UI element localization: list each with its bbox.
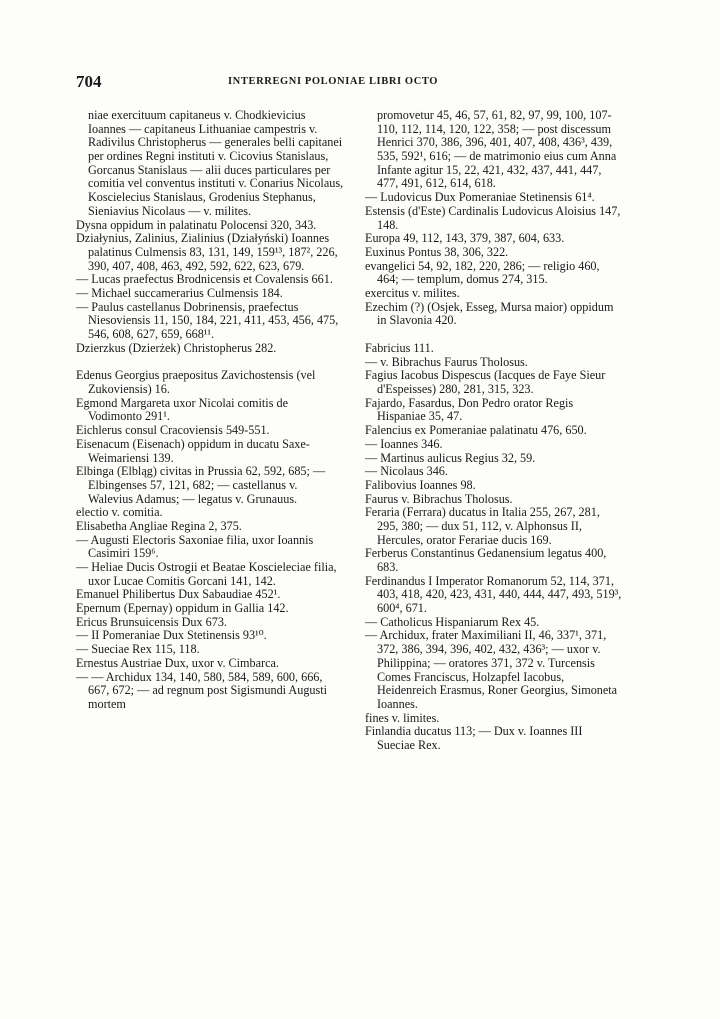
- index-entry: Dysna oppidum in palatinatu Polocensi 320, 343.: [76, 217, 317, 232]
- index-entry: — Catholicus Hispaniarum Rex 45.: [365, 614, 540, 629]
- index-entry: — Nicolaus 346.: [365, 464, 448, 479]
- section-gap: [76, 355, 344, 369]
- index-entry: — Lucas praefectus Brodnicensis et Covalensis 661.: [76, 272, 333, 287]
- index-entry: Europa 49, 112, 143, 379, 387, 604, 633.: [365, 231, 565, 246]
- index-entry: — — Archidux 134, 140, 580, 584, 589, 600, 666, 667, 672; — ad regnum post Sigismundi Augusti mortem: [76, 669, 328, 711]
- index-entry: Działynius, Zalinius, Zialinius (Działyński) Ioannes palatinus Culmensis 83, 131, 149, 159¹³, 187², 226, 390, 407, 408, 463, 492, 592, 622, 623, 679.: [76, 231, 338, 273]
- section-gap: [365, 328, 623, 342]
- index-entry: — Paulus castellanus Dobrinensis, praefectus Niesoviensis 11, 150, 184, 221, 411, 453, 456, 475, 546, 608, 627, 659, 668¹¹.: [76, 299, 339, 341]
- page-header: [0, 72, 720, 96]
- index-entry: Ericus Brunsuicensis Dux 673.: [76, 614, 227, 629]
- index-entry: — Heliae Ducis Ostrogii et Beatae Koscieleciae filia, uxor Lucae Comitis Gorcani 141, 142.: [76, 560, 337, 588]
- index-entry: — Martinus aulicus Regius 32, 59.: [365, 450, 536, 465]
- index-column-left: [76, 109, 344, 712]
- index-entry: — Ludovicus Dux Pomeraniae Stetinensis 61⁴.: [365, 190, 595, 205]
- index-entry: Eichlerus consul Cracoviensis 549-551.: [76, 423, 270, 438]
- index-entry: evangelici 54, 92, 182, 220, 286; — religio 460, 464; — templum, domus 274, 315.: [365, 258, 600, 287]
- running-title: INTERREGNI POLONIAE LIBRI OCTO: [228, 76, 439, 87]
- index-entry: Emanuel Philibertus Dux Sabaudiae 452¹.: [76, 587, 281, 602]
- index-entry: promovetur 45, 46, 57, 61, 82, 97, 99, 100, 107-110, 112, 114, 120, 122, 358; — post discessum Henrici 370, 386, 396, 401, 407, 408, 436³, 439, 535, 592¹, 616; — de matrimonio eius cum Anna Infante agitur 15, 22, 421, 432, 437, 441, 447, 477, 491, 612, 614, 618.: [377, 108, 617, 191]
- index-entry: Egmond Margareta uxor Nicolai comitis de Vodimonto 291¹.: [76, 395, 288, 424]
- index-entry: Fabricius 111.: [365, 341, 434, 355]
- index-entry: — Michael succamerarius Culmensis 184.: [76, 285, 283, 300]
- index-entry: — Augusti Electoris Saxoniae filia, uxor Ioannis Casimiri 159⁶.: [76, 532, 314, 561]
- index-entry: — Archidux, frater Maximiliani II, 46, 337¹, 371, 372, 386, 394, 396, 402, 432, 436³; — uxor v. Philippina; — oratores 371, 372 v. Turcensis Comes Franciscus, Holzapfel Iacobus, Heidenreich Erasmus, Roner Georgius, Simoneta Ioannes.: [365, 628, 618, 711]
- index-entry: Fajardo, Fasardus, Don Pedro orator Regis Hispaniae 35, 47.: [365, 395, 574, 424]
- index-column-right: [365, 109, 623, 753]
- index-entry: Dzierzkus (Dzierżek) Christopherus 282.: [76, 340, 277, 355]
- index-entry: — Ioannes 346.: [365, 436, 443, 451]
- index-entry: Euxinus Pontus 38, 306, 322.: [365, 244, 509, 259]
- index-entry: Estensis (d'Este) Cardinalis Ludovicus Aloisius 147, 148.: [365, 203, 621, 232]
- index-entry: electio v. comitia.: [76, 505, 163, 520]
- index-entry: niae exercituum capitaneus v. Chodkievicius Ioannes — capitaneus Lithuaniae campestris v. Radivilus Christopherus — generales belli capitanei per ordines Regni instituti v. Cicovius Stanislaus, Gorcanus Stanislaus — alii duces particulares per comitia vel conventus instituti v. Conarius Nicolaus, Koscielecius Stanislaus, Grodenius Stephanus, Sieniavius Nicolaus — v. milites.: [88, 108, 344, 218]
- index-entry: Ernestus Austriae Dux, uxor v. Cimbarca.: [76, 655, 279, 670]
- index-entry: Elisabetha Angliae Regina 2, 375.: [76, 518, 242, 533]
- index-entry: Feraria (Ferrara) ducatus in Italia 255, 267, 281, 295, 380; — dux 51, 112, v. Alphonsus II, Hercules, orator Ferariae ducis 169.: [365, 505, 600, 547]
- page-number: 704: [76, 72, 102, 91]
- index-entry: Fagius Iacobus Dispescus (Iacques de Faye Sieur d'Espeisses) 280, 281, 315, 323.: [365, 368, 606, 397]
- index-entry: exercitus v. milites.: [365, 285, 460, 300]
- index-entry: Elbinga (Elbląg) civitas in Prussia 62, 592, 685; — Elbingenses 57, 121, 682; — castellanus v. Walevius Adamus; — legatus v. Grunauus.: [76, 464, 326, 506]
- index-entry: Epernum (Epernay) oppidum in Gallia 142.: [76, 601, 289, 616]
- index-entry: Edenus Georgius praepositus Zavichostensis (vel Zukoviensis) 16.: [76, 368, 316, 397]
- index-entry: Ferdinandus I Imperator Romanorum 52, 114, 371, 403, 418, 420, 423, 431, 440, 444, 447, 493, 519³, 600⁴, 671.: [365, 573, 622, 616]
- index-entry: Finlandia ducatus 113; — Dux v. Ioannes III Sueciae Rex.: [365, 724, 583, 752]
- index-entry: — v. Bibrachus Faurus Tholosus.: [365, 354, 528, 369]
- index-entry: Faurus v. Bibrachus Tholosus.: [365, 491, 513, 506]
- index-entry: fines v. limites.: [365, 710, 440, 725]
- index-entry: — Sueciae Rex 115, 118.: [76, 642, 200, 657]
- index-entry: — II Pomeraniae Dux Stetinensis 93¹⁰.: [76, 628, 267, 643]
- index-entry: Falibovius Ioannes 98.: [365, 477, 476, 492]
- index-entry: Ezechim (?) (Osjek, Esseg, Mursa maior) oppidum in Slavonia 420.: [365, 299, 614, 328]
- index-entry: Eisenacum (Eisenach) oppidum in ducatu Saxe-Weimariensi 139.: [76, 436, 310, 465]
- index-entry: Falencius ex Pomeraniae palatinatu 476, 650.: [365, 423, 587, 438]
- index-entry: Ferberus Constantinus Gedanensium legatus 400, 683.: [365, 546, 607, 574]
